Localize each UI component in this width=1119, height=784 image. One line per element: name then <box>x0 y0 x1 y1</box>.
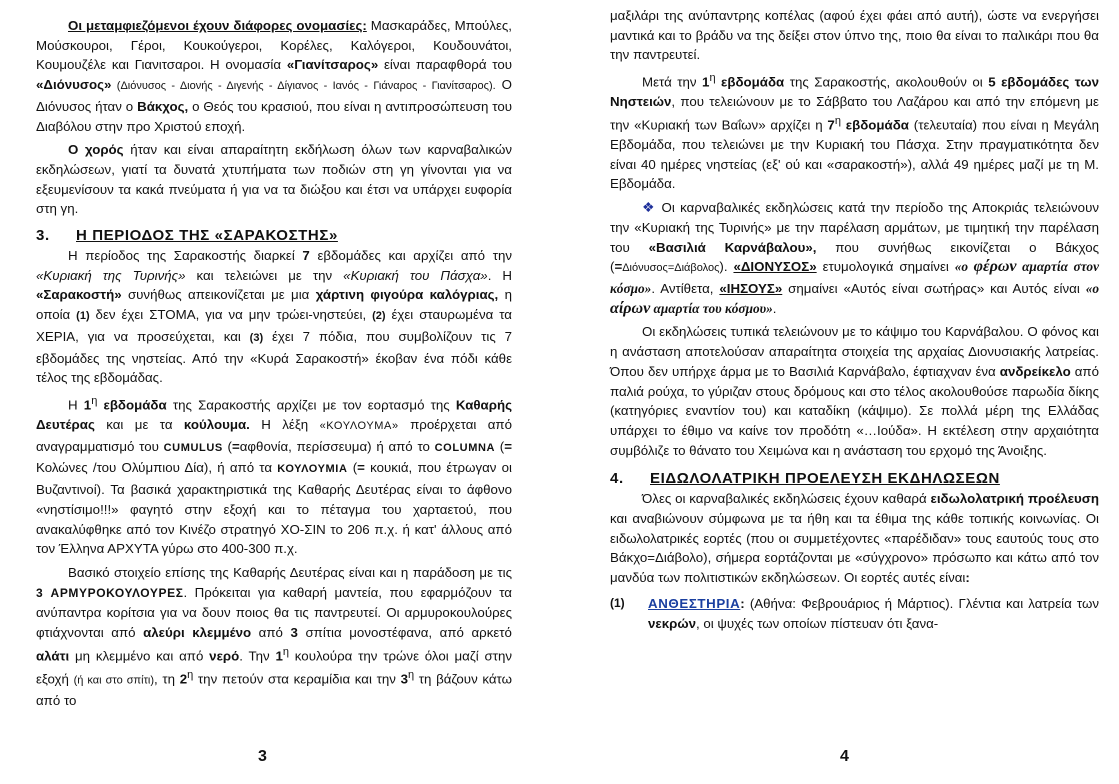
text: . Αντίθετα, <box>651 280 720 296</box>
text: που συνήθως εικονίζεται ο Βάκχος ( <box>610 239 1099 275</box>
paragraph-clean-monday <box>36 392 512 559</box>
bold-text: ΚΟΥΛΟΥΜΙΑ <box>277 463 348 476</box>
text: σπίτια μονοστέφανα, από αρκετό <box>297 625 512 641</box>
list-marker: (3) <box>249 331 264 344</box>
text: είναι παραφθορά του <box>378 57 513 73</box>
list-marker: (1) <box>610 595 625 610</box>
text: (τελευταία) που είναι η Μεγάλη Εβδομάδα, που τελειώνει με την Κυριακή του Πάσχα. Στην πραγματικότητα δεν είναι 40 ημέρες νηστείας (εξ' ού και «σαρακοστή»), αλλά 49 ημέρες μαζί με τη Μ. Εβδομάδα. <box>610 117 1099 192</box>
text: ( <box>347 460 358 476</box>
paragraph-names <box>36 16 512 136</box>
section-number: 4. <box>610 470 624 488</box>
text: (Αθήνα: Φεβρουάριος ή Μάρτιος). Γλέντια και λατρεία των <box>744 595 1099 611</box>
bold-text: 3 <box>290 625 298 641</box>
bold-text: 3 <box>400 671 408 687</box>
text: της Σαρακοστής αρχίζει με τον εορτασμό της <box>166 397 456 413</box>
text: Μετά την <box>642 74 703 90</box>
text: την πετούν στα κεραμίδια και την <box>193 671 401 687</box>
bold-text: COLUMNA <box>434 441 496 454</box>
superscript: η <box>407 668 415 681</box>
bold-text: «Βασιλιά Καρνάβαλου», <box>648 239 817 255</box>
bold-text: Ο χορός <box>68 142 124 158</box>
text: εβδομάδες και αρχίζει από την <box>309 248 512 264</box>
bold-text: : <box>965 570 970 586</box>
paragraph-idolatry <box>610 489 1099 588</box>
paragraph-carnival <box>610 198 1099 318</box>
text: και τελειώνει με την <box>185 267 344 283</box>
bold-text: = <box>357 460 365 476</box>
text: . Η <box>487 267 512 283</box>
bold-text: ειδωλολατρική προέλευση <box>930 491 1100 507</box>
bold-text: 2 <box>179 671 188 687</box>
text: προέρχεται από αναγραμματισμό του <box>36 417 512 454</box>
bold-text: «Σαρακοστή» <box>36 287 122 303</box>
text: , τη <box>154 671 180 687</box>
diamond-bullet-icon: ❖ <box>642 199 657 216</box>
bold-text: χάρτινη φιγούρα καλόγριας, <box>315 287 499 303</box>
list-marker: (2) <box>372 310 386 323</box>
text: Η περίοδος της Σαρακοστής διαρκεί <box>68 248 303 264</box>
bold-text: εβδομάδα <box>97 397 167 413</box>
text: , οι ψυχές των οποίων πίστευαν ότι ξανα- <box>695 615 939 631</box>
text: και με τα <box>94 417 184 433</box>
bold-text: 1 <box>275 648 283 664</box>
right-page <box>572 0 1119 784</box>
bold-text: νερό <box>209 648 240 664</box>
bold-underlined-text: «ΔΙΟΝΥΣΟΣ» <box>733 259 817 275</box>
text: μη κλεμμένο και από <box>69 648 210 664</box>
text: έχει 7 πόδια, που συμβολίζουν τις 7 εβδομάδες της νηστείας. Από την «Κυρά Σαρακοστή» έκοβαν ένα πόδι κάθε τέλος της εβδομάδας. <box>36 328 512 386</box>
lead-text: Οι μεταμφιεζόμενοι έχουν διάφορες ονομασίες: <box>68 18 367 33</box>
bold-text: 7 <box>302 248 310 264</box>
page-number-right: 4 <box>840 748 849 765</box>
small-text: (Διόνυσος - Διονής - Διγενής - Δίγιανος - Ιανός - Γιάναρος - Γιανίτσαρος). <box>111 80 496 93</box>
left-page <box>0 0 548 784</box>
small-text: Διόνυσος=Διάβολος <box>622 262 720 275</box>
bold-text: = <box>231 438 240 454</box>
section-heading-4 <box>610 468 1099 489</box>
text: συνήθως απεικονίζεται με μια <box>121 287 316 303</box>
bold-underlined-text: «ΙΗΣΟΥΣ» <box>719 280 783 296</box>
right-column <box>610 6 1099 633</box>
text: Κολώνες /του Ολύμπιου Δία), ή από τα <box>36 460 278 476</box>
small-text: (ή και στο σπίτι) <box>73 674 155 687</box>
page-number-left: 3 <box>258 748 267 765</box>
festival-name: ΑΝΘΕΣΤΗΡΙΑ <box>648 595 741 611</box>
text: ο Θεός του κρασιού, που είναι η αντιπροσώπευση του Διαβόλου στην προ Χριστού εποχή. <box>36 98 513 134</box>
text: της Σαρακοστής, ακολουθούν οι <box>784 74 989 90</box>
text: Ο Διόνυσος ήταν ο <box>36 77 512 114</box>
text: από παλιά ρούχα, το γύριζαν στους δρόμους και στο τέλος ακολουθούσε παρωδία δίκης (κατηγόριες εναντίον του) και καταδίκη (κάψιμο). Σε πολλά μέρη της Ελλάδας υπάρχει το έθιμο να καίνε τον προδότη «…Ιούδα». Η εκτέλεση στην αρχαιότητα συμβόλιζε το θάνατο του Χειμώνα και η ανάσταση του ερχομό της Άνοιξης. <box>610 363 1099 458</box>
text: Βασικό στοιχείο επίσης της Καθαρής Δευτέρας είναι και η παράδοση με τις <box>68 565 512 580</box>
bold-text: = <box>614 259 623 275</box>
bold-text: Βάκχος, <box>137 98 189 114</box>
text: ήταν και είναι απαραίτητη εκδήλωση όλων των καρναβαλικών εκδηλώσεων, γιατί τα δυνατά χτυπήματα των ποδιών στη γη γίνονται για να εξευμενίσουν τα κακά πνεύματα ή για να τα διώξου και έτσι να υπάρχει ευφορία στη γη. <box>36 142 512 217</box>
quote-text: «ο <box>1085 280 1099 296</box>
text: ετυμολογικά σημαίνει <box>816 259 955 275</box>
bold-text: «Διόνυσος» <box>36 77 112 93</box>
paragraph-pillow <box>610 6 1099 65</box>
bold-text: κούλουμα. <box>183 417 250 433</box>
section-title: Η ΠΕΡΙΟΔΟΣ ΤΗΣ «ΣΑΡΑΚΟΣΤΗΣ» <box>76 227 338 245</box>
paragraph-weeks <box>610 69 1099 194</box>
text: τη βάζουν κάτω από το <box>36 671 513 709</box>
text: Μασκαράδες, Μπούλες, Μούσκουροι, Γέροι, Κουκούγεροι, Κορέλες, Καλόγεροι, Κουδουνάτοι, Κουμουζέλε και Γιανιτσαροι. Η ονομασία <box>36 18 512 73</box>
superscript: η <box>187 668 194 681</box>
text: ( <box>222 438 232 454</box>
superscript: η <box>91 394 98 407</box>
text: Όλες οι καρναβαλικές εκδηλώσεις έχουν καθαρά <box>642 491 931 507</box>
text: αφθονία, περίσσευμα) ή από το <box>239 438 435 454</box>
text: Οι καρναβαλικές εκδηλώσεις κατά την περίοδο της Αποκριάς τελειώνουν την «Κυριακή της Τυρινής» με την παρέλαση αρμάτων, με τιμητική την παρέλαση του <box>610 200 1099 255</box>
paragraph-burning <box>610 322 1099 460</box>
bold-text: Καθαρής Δευτέρας <box>36 397 512 433</box>
text: δεν έχει ΣΤΟΜΑ, για να μην τρώει-νηστεύει, <box>89 307 373 323</box>
bold-text: 1 <box>83 397 92 413</box>
section-heading-3 <box>36 225 512 246</box>
text: κουλούρα την τρώνε όλοι μαζί στην εξοχή <box>36 648 512 687</box>
text: . <box>772 300 777 316</box>
bold-text: 7 <box>827 117 835 133</box>
small-caps-text: «ΚΟΥΛΟΥΜΑ» <box>319 420 399 433</box>
list-marker: (1) <box>76 310 90 323</box>
text: , που τελειώνουν με το Σάββατο του Λαζάρου και από την επόμενη με την «Κυριακή των Βαΐων» αρχίζει η <box>610 94 1099 133</box>
bold-text: νεκρών <box>648 615 696 631</box>
bold-text: αλεύρι κλεμμένο <box>143 625 252 641</box>
bold-text: εβδομάδα <box>715 74 785 90</box>
bold-text: 3 ΑΡΜΥΡΟΚΟΥΛΟΥΡΕΣ <box>36 585 184 600</box>
bold-text: 5 εβδομάδες των Νηστειών <box>610 74 1099 110</box>
text: κουκιά, που έτρωγαν οι Βυζαντινοί). Τα βασικά χαρακτηριστικά της Καθαρής Δευτέρας είναι το άφθονο «νηστίσιμο!!!» φαγητό στην εξοχή και το πέταγμα του χαρταετού, που ανακαλύφθηκε από τον Κινέζο στρατηγό ΧΟ-ΣΙΝ το 206 π.χ. ή κατ' άλλους από τον Έλληνα ΑΡΧΥΤΑ γύρω στο 400-300 π.χ. <box>36 460 512 557</box>
emphasis-text: φέρων <box>973 258 1017 276</box>
bold-text: : <box>740 595 745 611</box>
bold-text: αλάτι <box>36 648 70 664</box>
superscript: η <box>834 114 841 127</box>
left-column <box>36 16 512 711</box>
text: . Την <box>239 648 276 664</box>
bold-text: CUMULUS <box>163 441 223 454</box>
bold-text: = <box>504 438 512 454</box>
text: έχει σταυρωμένα τα ΧΕΡΙΑ, για να προσεύχεται, και <box>36 307 512 344</box>
text: Η <box>68 397 84 413</box>
text: ). <box>719 259 734 275</box>
list-item-body <box>648 594 1099 633</box>
text: η οποία <box>36 287 513 323</box>
superscript: η <box>282 645 290 658</box>
bold-text: ανδρείκελο <box>999 363 1071 379</box>
quote-text: «ο <box>954 259 974 275</box>
paragraph-dance <box>36 140 512 219</box>
text: και αναβιώνουν σύμφωνα με τα ήθη και τα έθιμα της κάθε τοπικής κοινωνίας. Οι ειδωλολατρικές εορτές (που οι συμμετέχοντες «παρέδιδαν» τους εαυτούς τους στο Βάκχο=Διάβολο), σήμερα εορτάζονται με «σύγχρονο» πρόσωπο και κάτω από τον μανδύα των πολιτιστικών εκδηλώσεων. Οι εορτές αυτές είναι <box>610 511 1099 586</box>
text: μαξιλάρι της ανύπαντρης κοπέλας (αφού έχει φάει από αυτή), ώστε να ενεργήσει μαντικά και το βράδυ να της δείξει στον ύπνο της, ποιο θα είναι το παλικάρι που θα την παντρευτεί. <box>610 8 1099 63</box>
bold-text: 1 <box>702 74 710 90</box>
section-title: ΕΙΔΩΛΟΛΑΤΡΙΚΗ ΠΡΟΕΛΕΥΣΗ ΕΚΔΗΛΩΣΕΩΝ <box>650 470 1000 488</box>
text: Η λέξη <box>249 417 320 433</box>
text: σημαίνει «Αυτός είναι σωτήρας» και Αυτός είναι <box>782 280 1086 296</box>
text: ( <box>495 438 505 454</box>
text: από <box>251 625 291 641</box>
text: Οι εκδηλώσεις τυπικά τελειώνουν με το κάψιμο του Καρνάβαλου. Ο φόνος και η ανάσταση αποτελούσαν απαραίτητα στοιχεία της αρχαίας Διονυσιακής λατρείας. Όπου δεν υπήρχε άρμα με το Βασιλιά Καρνάβαλο, έφτιαχναν ένα <box>610 324 1099 379</box>
italic-text: «Κυριακή του Πάσχα» <box>343 267 488 283</box>
emphasis-text: αίρων <box>610 299 651 317</box>
paragraph-lent-period <box>36 246 512 388</box>
text: . Πρόκειται για καθαρή μαντεία, που εφαρμόζουν τα ανύπαντρα κορίτσια για να δουν ποιος θα τις παντρευτεί. Οι αρμυροκουλούρες φτιάχνονται από <box>36 584 512 641</box>
italic-text: «Κυριακή της Τυρινής» <box>36 267 186 283</box>
superscript: η <box>709 72 716 85</box>
quote-text: αμαρτία στον κόσμο» <box>610 259 1099 296</box>
paragraph-salt-rings <box>36 563 512 711</box>
bold-text: «Γιανίτσαρος» <box>286 57 379 73</box>
quote-text: αμαρτία του κόσμου» <box>650 300 773 316</box>
list-item-anthesteria <box>610 594 1099 633</box>
section-number: 3. <box>36 227 50 245</box>
bold-text: εβδομάδα <box>840 117 909 133</box>
